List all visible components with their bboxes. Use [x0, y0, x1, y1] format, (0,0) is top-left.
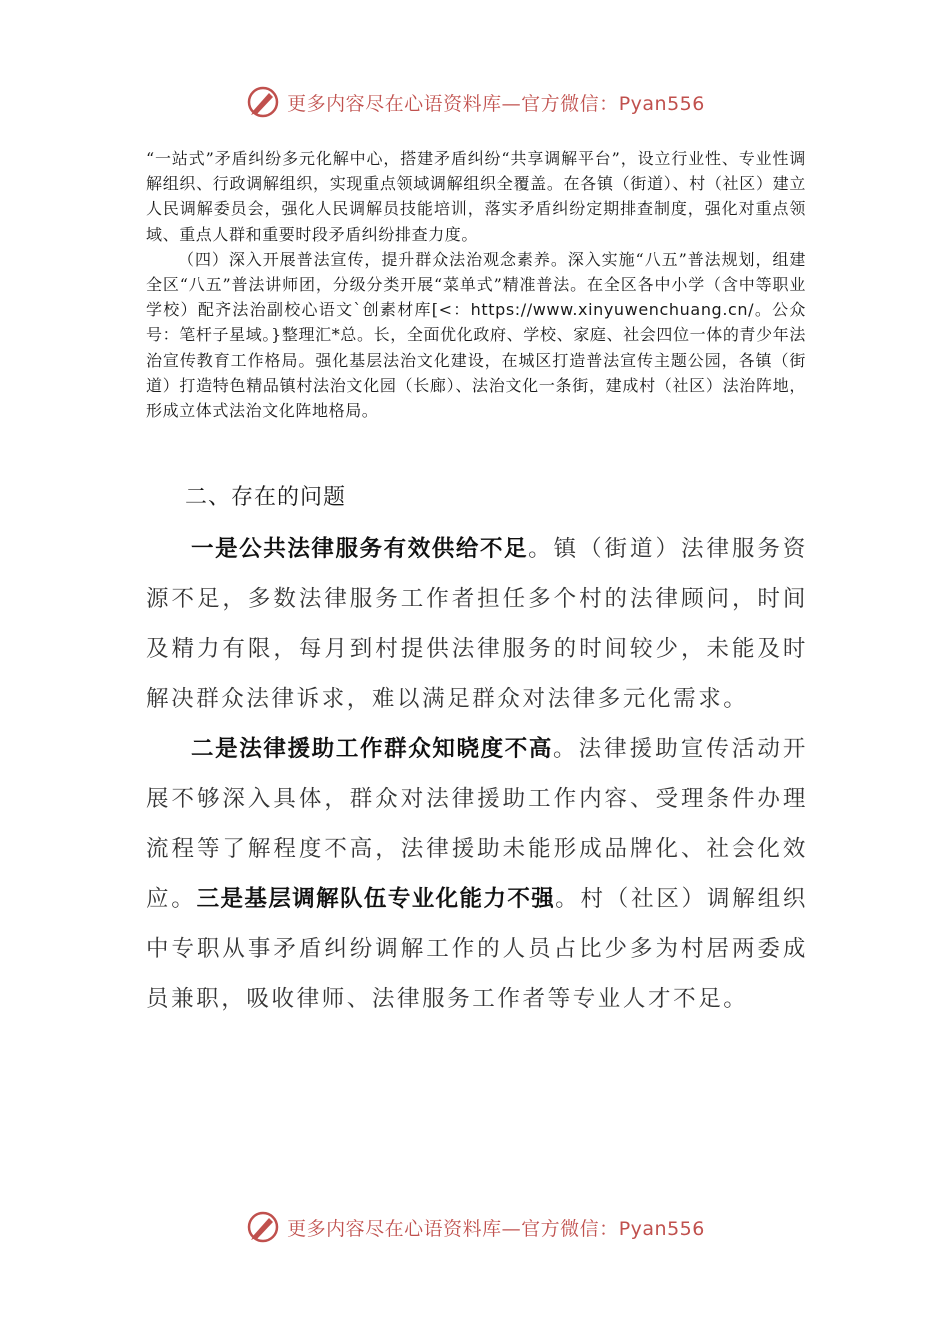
banner-contact: Pyan556 [618, 92, 705, 115]
website-link[interactable]: https://www.xinyuwenchuang.cn/ [470, 300, 755, 320]
banner-title: 更多内容尽在心语资料库 [287, 92, 502, 115]
banner-text [287, 1214, 705, 1241]
problem-3-title: 三是基层调解队伍专业化能力不强 [196, 886, 556, 912]
problems-block [146, 524, 808, 1024]
banner-official: 官方微信： [521, 92, 619, 115]
banner-separator: — [501, 92, 522, 115]
problem-paragraph-2 [146, 724, 808, 1024]
intro-paragraph-1: “一站式”矛盾纠纷多元化解中心，搭建矛盾纠纷“共享调解平台”，设立行业性、专业性调解组织、行政调解组织，实现重点领域调解组织全覆盖。在各镇（街道）、村（社区）建立人民调解委员会，强化人民调解员技能培训，落实矛盾纠纷定期排查制度，强化对重点领域、重点人群和重要时段矛盾纠纷排查力度。 [146, 149, 806, 244]
problem-2-body: 。法律援助宣传活动开展不够深入具体，群众对法律援助工作内容、受理条件办理流程等了解程度不高，法律援助未能形成品牌化、社会化效应。 [146, 736, 808, 912]
pen-logo-icon [245, 1209, 281, 1245]
banner-separator: — [501, 1217, 522, 1240]
pen-logo-icon [245, 84, 281, 120]
header-banner [0, 82, 950, 122]
problem-1-title: 一是公共法律服务有效供给不足 [191, 536, 529, 562]
problem-3-body: 。村（社区）调解组织中专职从事矛盾纠纷调解工作的人员占比少多为村居两委成员兼职，吸收律师、法律服务工作者等专业人才不足。 [146, 886, 808, 1012]
intro-paragraph-2-a: （四）深入开展普法宣传，提升群众法治观念素养。深入实施“八五”普法规划，组建全区“八五”普法讲师团，分级分类开展“菜单式”精准普法。在全区各中小学（含中等职业学校）配齐法治副校心语文`创素材库[<： [146, 249, 806, 320]
intro-block [146, 146, 806, 423]
intro-paragraph-2 [146, 247, 806, 423]
section-heading: 二、存在的问题 [185, 485, 347, 510]
problem-1-body: 。镇（街道）法律服务资源不足，多数法律服务工作者担任多个村的法律顾问，时间及精力有限，每月到村提供法律服务的时间较少，未能及时解决群众法律诉求，难以满足群众对法律多元化需求。 [146, 536, 808, 712]
banner-title: 更多内容尽在心语资料库 [287, 1217, 502, 1240]
problem-2-title: 二是法律援助工作群众知晓度不高 [191, 736, 554, 762]
banner-contact: Pyan556 [618, 1217, 705, 1240]
problem-paragraph-1 [146, 524, 808, 724]
intro-paragraph-2-b: 。公众号：笔杆子星域。}整理汇*总。长，全面优化政府、学校、家庭、社会四位一体的青少年法治宣传教育工作格局。强化基层法治文化建设，在城区打造普法宣传主题公园，各镇（街道）打造特色精品镇村法治文化园（长廊）、法治文化一条街，建成村（社区）法治阵地，形成立体式法治文化阵地格局。 [146, 300, 806, 421]
banner-official: 官方微信： [521, 1217, 619, 1240]
banner-text [287, 89, 705, 116]
footer-banner [0, 1207, 950, 1247]
